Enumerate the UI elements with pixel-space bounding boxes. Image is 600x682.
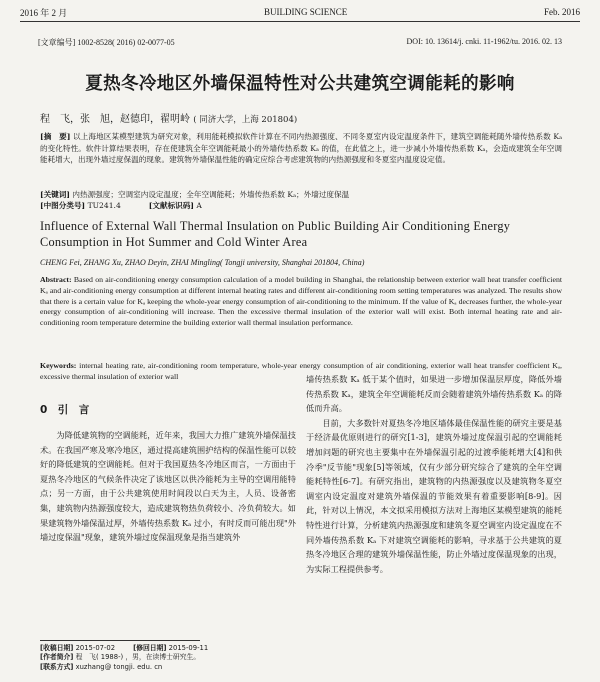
body-paragraph: 墙传热系数 Kₐ 低于某个值时，如果进一步增加保温层厚度，降低外墙传热系数 Kₐ，建筑全年空调能耗反而会随着建筑外墙传热系数 Kₐ 的降低而升高。 — [306, 374, 562, 414]
header-date-en: Feb. 2016 — [543, 7, 580, 17]
contact-email: xuzhang@ tongji. edu. cn — [75, 662, 163, 671]
english-abstract — [40, 275, 562, 329]
clc-value: TU241.4 — [87, 201, 121, 210]
author-affiliation: ( 同济大学，上海 201804) — [193, 115, 298, 125]
section-heading: 0 引 言 — [40, 404, 90, 416]
footnote-dates — [40, 644, 300, 653]
body-left-column: 为降低建筑物的空调能耗，近年来，我国大力推广建筑外墙保温技术。在我国严寒及寒冷地区，通过提高建筑围护结构的保温性能可以较好的降低建筑的空调能耗。但对于我国夏热冬冷地区而言，一方面由于夏热冬冷地区的气候条件决定了该地区以供冷能耗为主导的空调用能特点；另一方面，由于公共建筑使用时间段以白天为主，人员、设备密集，建筑物内热源强度较大，造成建筑物热负荷较小、冷负荷较大。如果建筑物外墙保温过厚，外墙传热系数 Kₐ 过小，有时反而可能出现"外墙过度保温"现象，建筑外墙过度保温现象是指当建筑外 — [40, 430, 296, 543]
en-abstract-label: Abstract: — [40, 275, 72, 284]
revised-label: [修回日期] — [133, 644, 167, 652]
author-bio-value: 程 飞( 1988-) ，男，在读博士研究生。 — [75, 653, 201, 662]
clc-label: [中图分类号] — [40, 201, 86, 210]
classification-row — [40, 200, 562, 211]
keywords-label: [关键词] — [40, 190, 70, 199]
header-rule — [20, 21, 580, 22]
header-date: 2016 年 2 月 — [20, 7, 68, 18]
en-abstract-text: Based on air-conditioning energy consumption calculation of a model building in Shanghai, the relationship between exterior wall heat transfer coefficient Kₐ and air-conditioning energy consumption at different internal heating rates and different air-conditioning room setting temperatures was analyzed. The results show that there is a certain value for Kₐ keeping the whole-year energy consumption of air-conditioning to the minimum. If the value of Kₐ decreases further, the whole-year energy consumption of air-conditioning will increase. Then the excessive thermal insulation of the exterior wall will exist. Both internal heating rate and air-conditioning room temperature determine the building exterior wall thermal insulation performance. — [40, 275, 563, 328]
doc-label: [文献标识码] — [148, 201, 194, 210]
en-keywords-text: internal heating rate, air-conditioning room temperature, whole-year energy consumption of air conditioning, exterior wall heat transfer coefficient Kₐ, excessive thermal insulation of exterior wall — [40, 361, 562, 381]
chinese-title: 夏热冬冷地区外墙保温特性对公共建筑空调能耗的影响 — [85, 74, 515, 94]
header-journal: BUILDING SCIENCE — [264, 7, 348, 17]
body-paragraph: 目前，大多数针对夏热冬冷地区墙体最佳保温性能的研究主要是基于经济最优原则进行的研究[1-3]，建筑外墙过度保温引起的空调能耗增加问题的研究也主要集中在外墙保温引起的过渡季能耗增大[4]和供冷季"反节能"现象[5]等领域，仅有少部分研究综合了建筑的全年空调能耗特性[6-7]。有研究指出，建筑物的内热源强度以及建筑物冬夏空调室内设定温度对建筑外墙保温的节能效果有着重要影响[8-9]。因此，针对以上情况，本文拟采用模拟方法对上海地区某模型建筑的能耗特性进行计算，分析建筑内热源强度和建筑冬夏空调室内设定温度在不同外墙传热系数 Kₐ 下对建筑空调能耗的影响，寻求基于公共建筑的夏热冬冷地区合理的建筑外墙保温性能，防止外墙过度保温现象的出现，为实际工程提供参考。 — [306, 417, 562, 574]
english-title: Influence of External Wall Thermal Insulation on Public Building Air Conditioning Energy Consumption in Hot Summer and Cold Winter Area — [40, 219, 511, 249]
body-right-column — [306, 372, 562, 576]
footnotes — [40, 644, 300, 672]
document-code — [149, 200, 202, 211]
author-bio-label: [作者简介] — [40, 653, 74, 662]
contact-label: [联系方式] — [40, 662, 74, 671]
abstract-label: [摘 要] — [40, 132, 71, 141]
en-keywords-label: Keywords: — [40, 361, 77, 370]
article-number: [文章编号] 1002-8528( 2016) 02-0077-05 — [38, 38, 175, 47]
revised-date — [133, 644, 208, 653]
chinese-abstract — [40, 131, 562, 166]
chinese-authors — [40, 110, 297, 125]
chinese-keywords — [40, 189, 562, 200]
english-authors: CHENG Fei, ZHANG Xu, ZHAO Deyin, ZHAI Mingling( Tongji university, Shanghai 201804, China) — [40, 258, 365, 267]
clc-code — [40, 200, 121, 211]
doi: DOI: 10. 13614/j. cnki. 11-1962/tu. 2016. 02. 13 — [406, 37, 562, 46]
author-names: 程 飞，张 旭，赵德印，翟明岭 — [40, 114, 190, 125]
running-header — [20, 4, 580, 20]
revised-value: 2015-09-11 — [168, 644, 209, 652]
received-date — [40, 644, 115, 653]
received-label: [收稿日期] — [40, 644, 74, 652]
doc-value: A — [196, 201, 202, 210]
received-value: 2015-07-02 — [75, 644, 116, 652]
keywords-text: 内热源强度；空调室内设定温度；全年空调能耗；外墙传热系数 Kₐ；外墙过度保温 — [72, 190, 350, 199]
footnote-contact — [40, 663, 300, 672]
article-ids — [38, 37, 562, 48]
abstract-text: 以上海地区某模型建筑为研究对象，利用能耗模拟软件计算在不同内热源强度、不同冬夏室内设定温度条件下，建筑空调能耗随外墙传热系数 Kₐ 的变化特性。软件计算结果表明，存在使建筑全年空调能耗最小的外墙传热系数 Kₐ 的值，在此值之上，进一步减小外墙传热系数 Kₐ，会造成建筑全年空调能耗增大，出现外墙过度保温的现象。建筑物外墙保温性能的确定应综合考虑建筑物的内热源强度和冬夏室内温度设定值。 — [40, 132, 562, 164]
footnote-author — [40, 653, 300, 662]
footnote-rule — [40, 640, 200, 641]
